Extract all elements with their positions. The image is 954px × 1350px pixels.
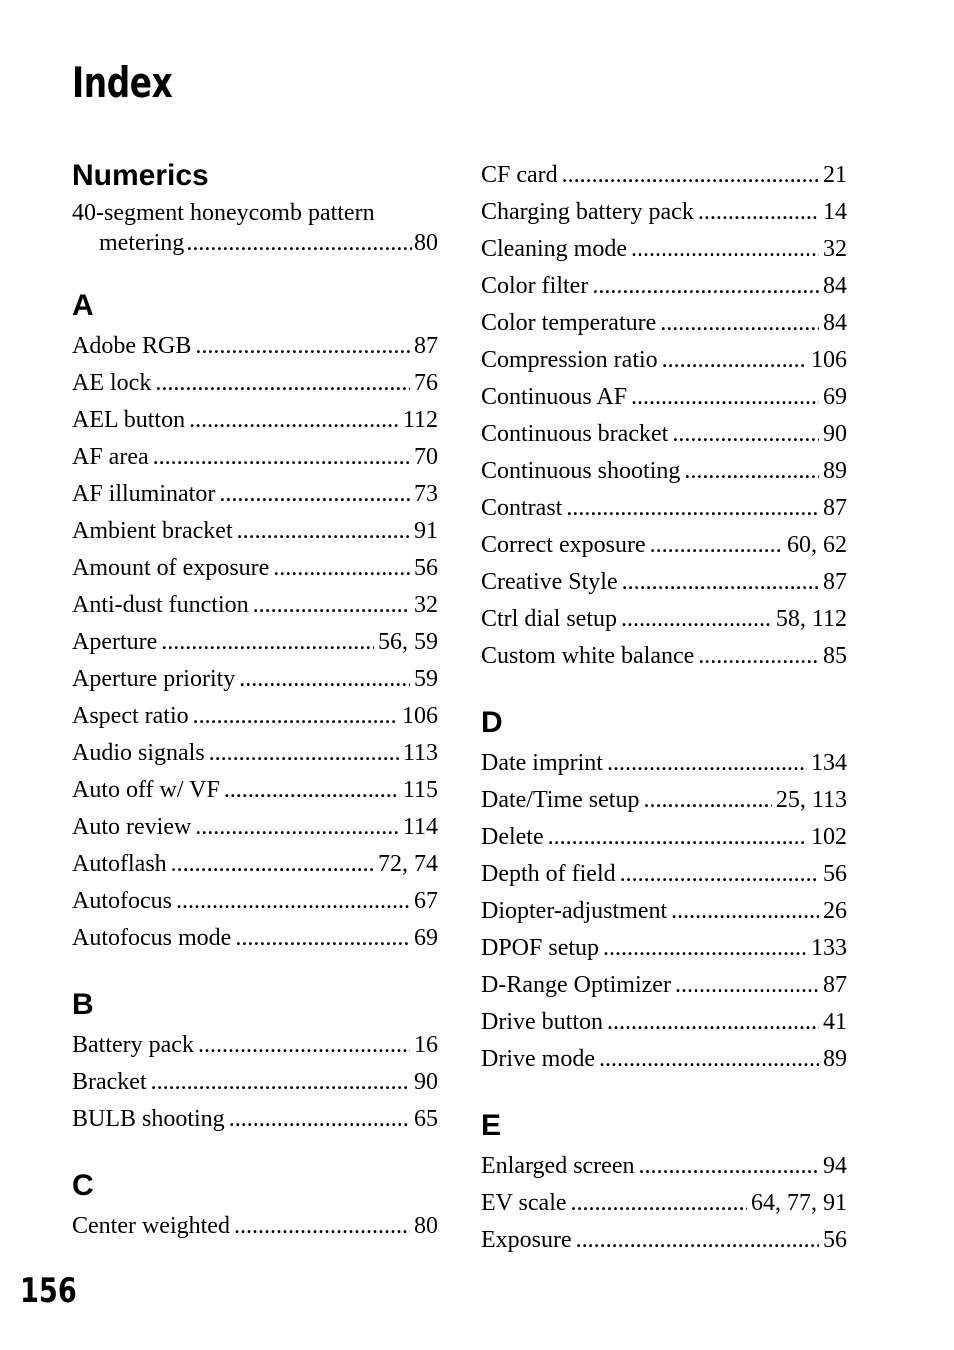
index-section-c [72,1160,438,1245]
index-entry [72,735,438,772]
index-page-ref: 56 [823,1227,847,1253]
index-entry [72,1208,438,1245]
index-entry [72,624,438,661]
index-page-ref: 87 [823,495,847,521]
index-entry [481,157,847,194]
dot-leader [219,476,410,513]
index-term: Ctrl dial setup [481,606,617,632]
index-page-ref: 70 [414,444,438,470]
index-entry [481,1185,847,1222]
index-term: Battery pack [72,1032,194,1058]
index-term: CF card [481,162,558,188]
index-term: Autoflash [72,851,167,877]
index-entry [72,198,438,258]
index-page-ref: 73 [414,481,438,507]
index-page-ref: 60, 62 [787,532,847,558]
index-term: DPOF setup [481,935,600,961]
dot-leader [161,624,374,661]
index-page-ref: 65 [414,1106,438,1132]
section-heading: B [72,988,94,1021]
dot-leader [171,846,374,883]
index-page-ref: 84 [823,310,847,336]
dot-leader [562,157,819,194]
index-page-ref: 106 [811,347,847,373]
index-entry [481,527,847,564]
index-entry [72,1101,438,1138]
index-term: Drive button [481,1009,603,1035]
section-heading: Numerics [72,159,209,192]
index-page-ref: 76 [414,370,438,396]
index-page-ref: 16 [414,1032,438,1058]
index-section-d [481,697,847,1078]
index-term: Continuous shooting [481,458,681,484]
index-term: Creative Style [481,569,618,595]
index-page-ref: 102 [811,824,847,850]
index-term: Date/Time setup [481,787,640,813]
index-page-ref: 69 [823,384,847,410]
index-term: Correct exposure [481,532,646,558]
index-term: Color filter [481,273,589,299]
section-heading: C [72,1169,94,1202]
index-page-ref: 106 [402,703,438,729]
dot-leader [548,819,807,856]
index-page-ref: 64, 77, 91 [751,1190,847,1216]
dot-leader [662,342,807,379]
dot-leader [621,601,772,638]
dot-leader [155,365,410,402]
index-page-ref: 59 [414,666,438,692]
index-entry [481,819,847,856]
index-term: Bracket [72,1069,147,1095]
dot-leader [153,439,410,476]
dot-leader [620,856,819,893]
index-page-ref: 72, 74 [378,851,438,877]
index-section-b [72,979,438,1138]
dot-leader [209,735,399,772]
index-page-ref: 134 [811,750,847,776]
index-term: Depth of field [481,861,616,887]
dot-leader [253,587,410,624]
index-entry [481,745,847,782]
index-term: Charging battery pack [481,199,694,225]
index-page-ref: 87 [414,333,438,359]
index-entry [481,1222,847,1259]
section-heading: E [481,1109,502,1142]
index-page-ref: 41 [823,1009,847,1035]
index-term: Cleaning mode [481,236,627,262]
index-page-ref: 14 [823,199,847,225]
index-term: Anti-dust function [72,592,249,618]
index-entry [72,1064,438,1101]
index-entry [72,883,438,920]
dot-leader [684,453,819,490]
index-page-ref: 112 [402,407,438,433]
index-term: AEL button [72,407,186,433]
index-term: Color temperature [481,310,657,336]
dot-leader [607,1004,819,1041]
index-page-ref: 26 [823,898,847,924]
index-entry [72,402,438,439]
index-page-ref: 87 [823,569,847,595]
index-term: Delete [481,824,544,850]
index-entry [72,772,438,809]
dot-leader [603,930,807,967]
index-page-ref: 87 [823,972,847,998]
index-page-ref: 25, 113 [775,787,847,813]
dot-leader [195,809,399,846]
index-entry [481,564,847,601]
index-term: Date imprint [481,750,603,776]
dot-leader [189,402,399,439]
index-entry [72,661,438,698]
dot-leader [650,527,783,564]
index-entry [72,920,438,957]
index-term: Auto off w/ VF [72,777,220,803]
dot-leader [239,661,410,698]
index-page-ref: 69 [414,925,438,951]
dot-leader [638,1148,819,1185]
index-entry [481,856,847,893]
index-page-ref: 89 [823,1046,847,1072]
index-entry [72,809,438,846]
dot-leader [198,1027,410,1064]
index-entry [481,305,847,342]
dot-leader [176,883,410,920]
index-entry [481,1148,847,1185]
dot-leader [592,268,819,305]
index-page-ref: 80 [414,230,438,256]
index-term: Adobe RGB [72,333,192,359]
dot-leader [671,893,819,930]
index-page-ref: 56, 59 [378,629,438,655]
dot-leader [660,305,819,342]
dot-leader [631,379,819,416]
dot-leader [607,745,807,782]
index-term: Aperture [72,629,158,655]
index-term: Amount of exposure [72,555,270,581]
index-entry [481,601,847,638]
index-term: metering [99,230,185,256]
index-term: Drive mode [481,1046,595,1072]
index-section-a [72,280,438,957]
index-entry [72,846,438,883]
index-term: Ambient bracket [72,518,233,544]
index-term: Diopter-adjustment [481,898,668,924]
index-term: Aperture priority [72,666,236,692]
dot-leader [576,1222,819,1259]
dot-leader [631,231,819,268]
index-page-ref: 58, 112 [775,606,847,632]
dot-leader [643,782,771,819]
index-entry [72,439,438,476]
index-entry [481,782,847,819]
page-number: 156 [20,1271,77,1311]
index-page-ref: 56 [823,861,847,887]
index-term: Enlarged screen [481,1153,635,1179]
dot-leader [195,328,410,365]
index-entry [481,268,847,305]
index-term: EV scale [481,1190,567,1216]
index-section-e [481,1100,847,1259]
section-heading: D [481,706,503,739]
index-entry [481,416,847,453]
index-entry [481,379,847,416]
index-term: Autofocus mode [72,925,232,951]
dot-leader [151,1064,410,1101]
index-term: D-Range Optimizer [481,972,671,998]
index-entry [481,1041,847,1078]
index-term: Custom white balance [481,643,695,669]
dot-leader [599,1041,819,1078]
dot-leader [672,416,819,453]
index-page-ref: 56 [414,555,438,581]
dot-leader [193,698,398,735]
dot-leader [186,228,412,258]
index-page-ref: 115 [402,777,438,803]
dot-leader [235,920,410,957]
index-entry [72,587,438,624]
index-term: Contrast [481,495,563,521]
dot-leader [229,1101,410,1138]
index-term: Audio signals [72,740,205,766]
index-page-ref: 85 [823,643,847,669]
index-term: Center weighted [72,1213,230,1239]
dot-leader [698,638,819,675]
index-page-ref: 21 [823,162,847,188]
index-term: Aspect ratio [72,703,189,729]
index-page-ref: 80 [414,1213,438,1239]
index-column-right [481,157,847,1281]
index-term: AF illuminator [72,481,216,507]
index-entry [481,930,847,967]
index-term: Exposure [481,1227,572,1253]
index-section-c-continued [481,157,847,675]
dot-leader [224,772,399,809]
index-page-ref: 32 [823,236,847,262]
index-term: AF area [72,444,149,470]
index-page-ref: 90 [414,1069,438,1095]
dot-leader [675,967,819,1004]
dot-leader [237,513,410,550]
index-term: AE lock [72,370,152,396]
index-page-ref: 113 [402,740,438,766]
index-entry [481,453,847,490]
index-entry [481,490,847,527]
index-entry [72,365,438,402]
index-entry [72,328,438,365]
index-term: Compression ratio [481,347,658,373]
dot-leader [571,1185,747,1222]
dot-leader [273,550,410,587]
index-entry [481,967,847,1004]
index-entry [481,893,847,930]
index-page-ref: 67 [414,888,438,914]
dot-leader [622,564,819,601]
index-section-numerics [72,150,438,258]
index-entry [481,1004,847,1041]
index-page-ref: 84 [823,273,847,299]
index-term: BULB shooting [72,1106,225,1132]
index-entry [481,342,847,379]
index-column-left [72,150,438,1267]
index-page-ref: 133 [811,935,847,961]
index-entry [72,698,438,735]
index-term: Continuous AF [481,384,628,410]
page-title: Index [72,58,173,107]
index-page-ref: 90 [823,421,847,447]
index-term: Auto review [72,814,192,840]
dot-leader [234,1208,410,1245]
index-entry [72,476,438,513]
index-entry [72,1027,438,1064]
index-entry [481,231,847,268]
dot-leader [698,194,819,231]
index-entry [72,550,438,587]
dot-leader [566,490,819,527]
index-term: Continuous bracket [481,421,669,447]
index-page-ref: 114 [402,814,438,840]
index-page-ref: 91 [414,518,438,544]
index-entry [481,638,847,675]
index-entry [481,194,847,231]
index-term: 40-segment honeycomb pattern [72,200,375,226]
section-heading: A [72,289,94,322]
index-entry [72,513,438,550]
index-page-ref: 94 [823,1153,847,1179]
index-term: Autofocus [72,888,172,914]
index-page-ref: 89 [823,458,847,484]
index-page-ref: 32 [414,592,438,618]
